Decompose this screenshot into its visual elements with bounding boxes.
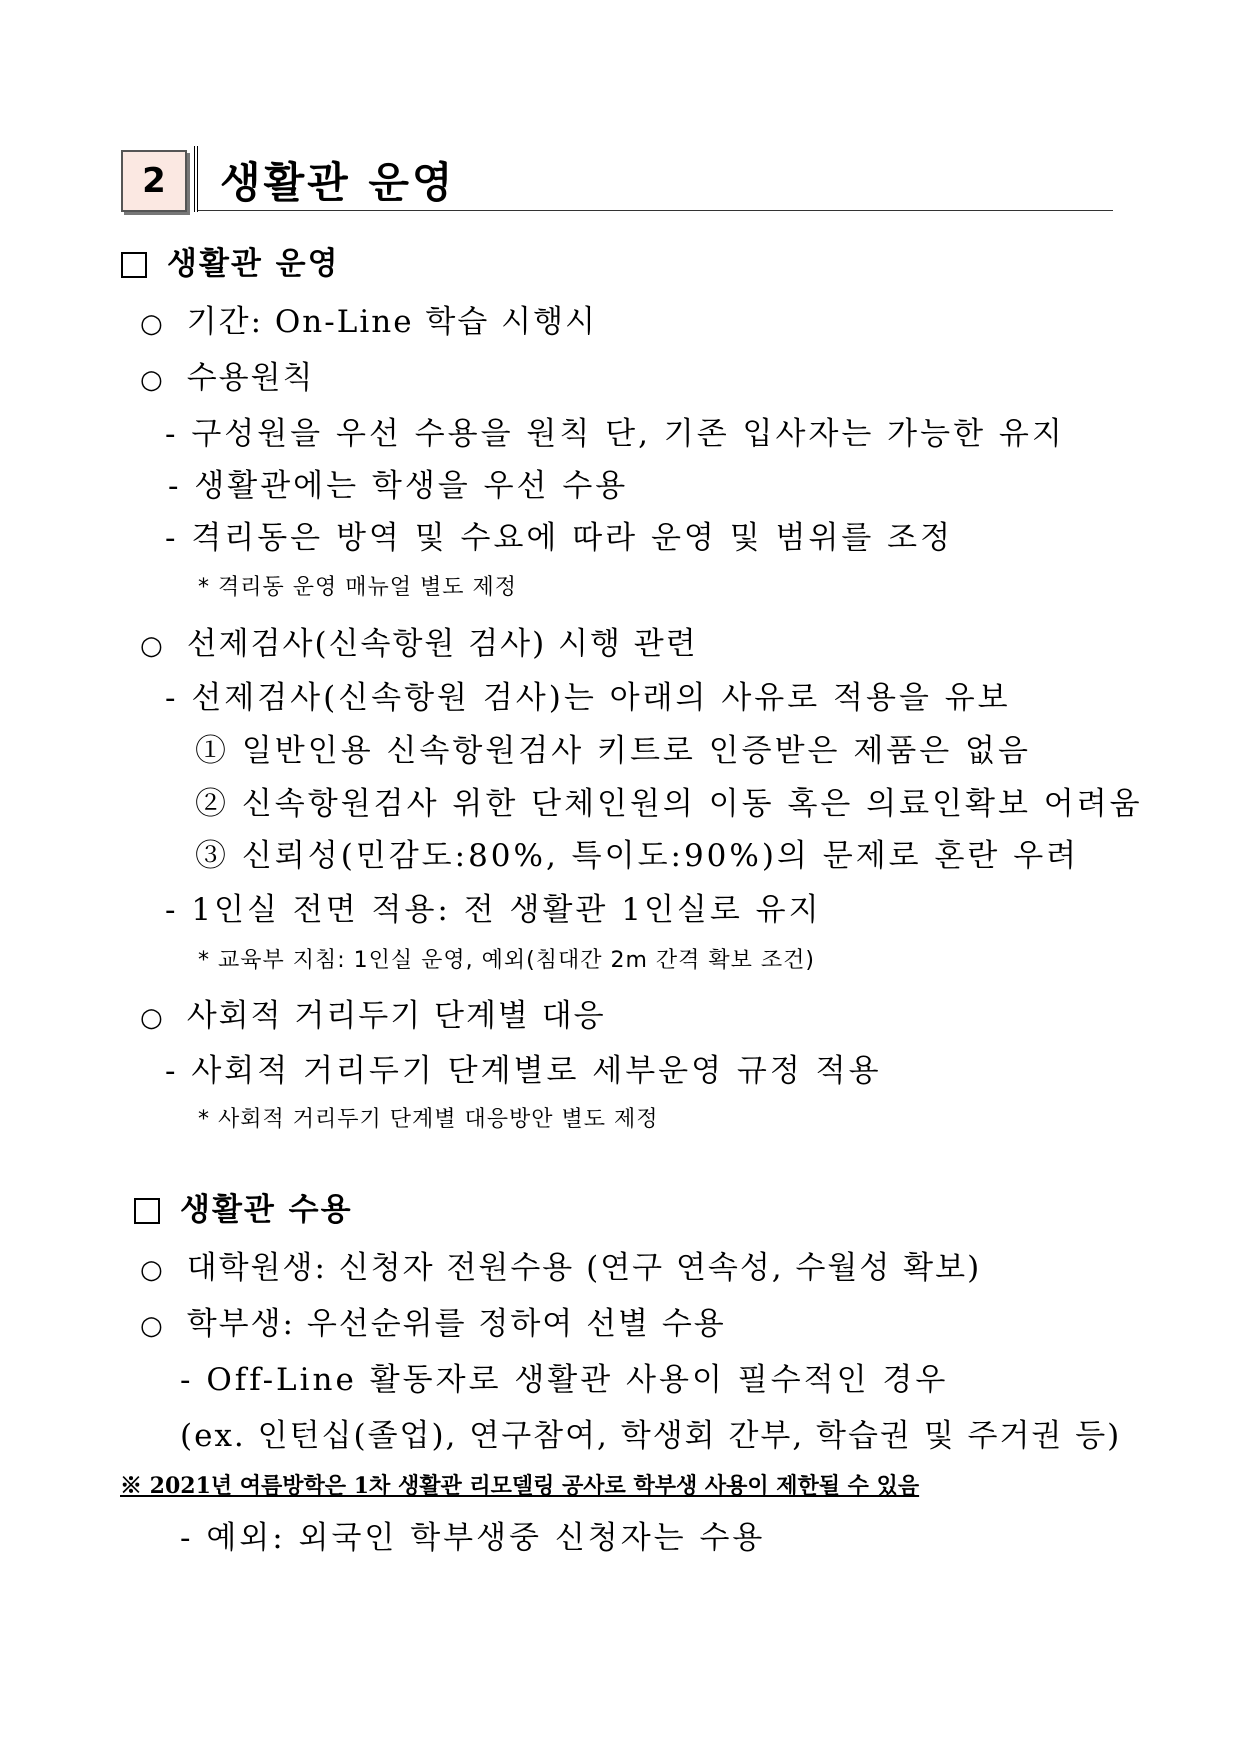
block2-heading-text: 생활관 수용	[180, 1192, 353, 1228]
list-item-text: 사회적 거리두기 단계별 대응	[186, 998, 606, 1034]
list-item: - 사회적 거리두기 단계별로 세부운영 규정 적용	[165, 1053, 882, 1089]
note: * 사회적 거리두기 단계별 대응방안 별도 제정	[198, 1107, 659, 1132]
circle-bullet-icon: ○	[140, 1255, 165, 1285]
list-item	[140, 352, 314, 397]
warning-note: ※ 2021년 여름방학은 1차 생활관 리모델링 공사로 학부생 사용이 제한될 수 있음	[120, 1473, 920, 1499]
list-item: - 예외: 외국인 학부생중 신청자는 수용	[180, 1520, 766, 1556]
list-item-text: 수용원칙	[186, 360, 315, 396]
list-item-text: 기간: On-Line 학습 시행시	[186, 304, 597, 340]
circle-bullet-icon: ○	[140, 1311, 165, 1341]
section-title: 생활관 운영	[220, 158, 456, 207]
note: * 격리동 운영 매뉴얼 별도 제정	[198, 575, 517, 600]
list-item	[140, 1242, 981, 1287]
list-item-text: 선제검사(신속항원 검사) 시행 관련	[186, 626, 698, 662]
list-item: (ex. 인턴십(졸업), 연구참여, 학생회 간부, 학습권 및 주거권 등)	[180, 1418, 1122, 1454]
list-item: - Off-Line 활동자로 생활관 사용이 필수적인 경우	[180, 1362, 949, 1398]
list-item-text: 대학원생: 신청자 전원수용 (연구 연속성, 수월성 확보)	[186, 1250, 982, 1286]
list-item: ② 신속항원검사 위한 단체인원의 이동 혹은 의료인확보 어려움	[195, 786, 1143, 822]
list-item-text: 학부생: 우선순위를 정하여 선별 수용	[186, 1306, 726, 1342]
list-item: - 격리동은 방역 및 수요에 따라 운영 및 범위를 조정	[165, 520, 954, 556]
list-item: ① 일반인용 신속항원검사 키트로 인증받은 제품은 없음	[195, 733, 1031, 769]
block1-heading-text: 생활관 운영	[167, 246, 340, 282]
section-number: 2	[142, 161, 166, 201]
circle-bullet-icon: ○	[140, 631, 165, 661]
list-item	[140, 296, 597, 341]
list-item: ③ 신뢰성(민감도:80%, 특이도:90%)의 문제로 혼란 우려	[195, 838, 1080, 874]
block1-heading	[121, 238, 340, 283]
list-item	[140, 1298, 726, 1343]
section-number-badge	[121, 150, 187, 212]
checkbox-square-icon	[121, 252, 147, 278]
list-item: - 선제검사(신속항원 검사)는 아래의 사유로 적용을 유보	[165, 680, 1011, 716]
section-underline	[198, 210, 1113, 211]
note: * 교육부 지침: 1인실 운영, 예외(침대간 2m 간격 확보 조건)	[198, 948, 815, 973]
section-divider-bar	[194, 146, 198, 212]
circle-bullet-icon: ○	[140, 309, 165, 339]
list-item: - 1인실 전면 적용: 전 생활관 1인실로 유지	[165, 892, 822, 928]
list-item	[140, 618, 698, 663]
circle-bullet-icon: ○	[140, 1003, 165, 1033]
list-item	[140, 990, 606, 1035]
list-item: - 생활관에는 학생을 우선 수용	[168, 468, 629, 504]
block2-heading	[134, 1184, 353, 1229]
circle-bullet-icon: ○	[140, 365, 165, 395]
list-item: - 구성원을 우선 수용을 원칙 단, 기존 입사자는 가능한 유지	[165, 416, 1065, 452]
checkbox-square-icon	[134, 1198, 160, 1224]
